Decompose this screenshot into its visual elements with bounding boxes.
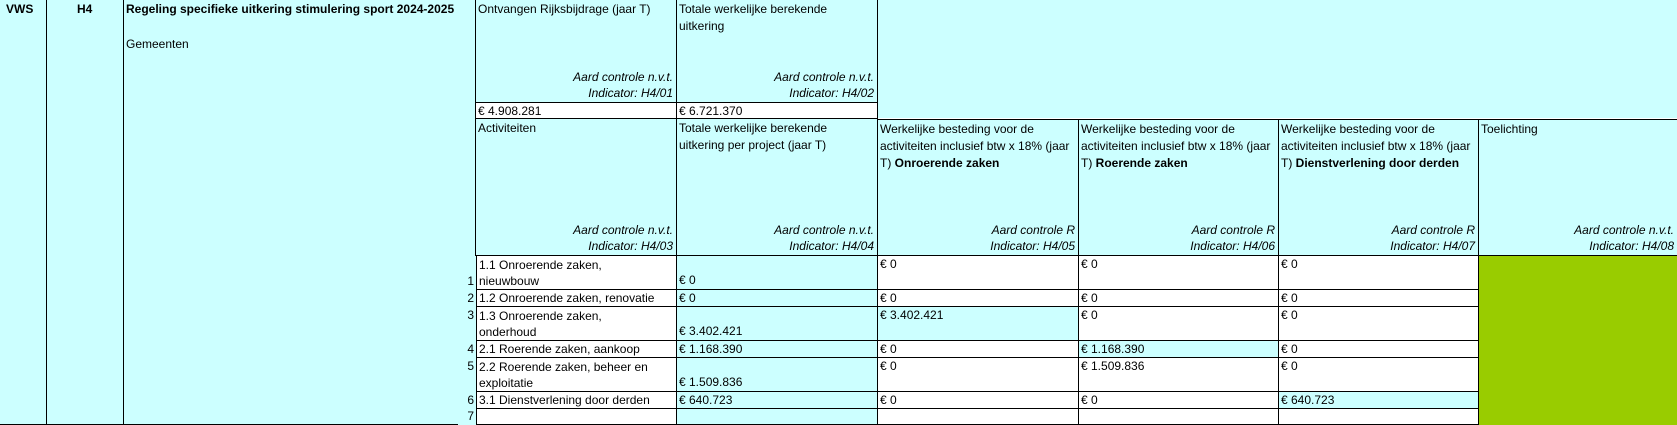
header-onroerend-label <box>878 120 1074 173</box>
table-row-dienst[interactable] <box>1279 358 1479 392</box>
indicator: Indicator: H4/06 <box>1190 239 1275 253</box>
table-row-toelichting[interactable] <box>1479 290 1677 307</box>
onroerend-text: € 0 <box>880 359 897 373</box>
table-row-activity[interactable] <box>476 392 677 409</box>
row-number <box>458 392 476 409</box>
header-onroerend-bold: Onroerende zaken <box>894 156 1000 170</box>
recipient-label: Gemeenten <box>126 37 189 51</box>
aard-controle: Aard controle n.v.t. <box>1574 223 1674 237</box>
table-row-roerend[interactable] <box>1079 256 1279 290</box>
value-rijksbijdrage[interactable] <box>476 102 677 119</box>
table-row-toelichting[interactable] <box>1479 341 1677 358</box>
row-number <box>458 256 476 290</box>
total-text: € 0 <box>679 273 696 287</box>
row-number-text: 2 <box>467 291 474 305</box>
total-text: € 640.723 <box>679 393 733 407</box>
table-row-toelichting[interactable] <box>1479 307 1677 341</box>
table-row-total[interactable] <box>677 307 878 341</box>
total-text: € 0 <box>679 291 696 305</box>
header-onroerend-meta <box>990 222 1075 254</box>
header-filler <box>878 0 1677 118</box>
table-row-dienst[interactable] <box>1279 307 1479 341</box>
aard-controle: Aard controle n.v.t. <box>774 70 874 84</box>
code-label: H4 <box>77 2 93 16</box>
table-row-dienst[interactable] <box>1279 290 1479 307</box>
header-totale-uitkering-label: Totale werkelijke berekende uitkering <box>679 2 828 33</box>
header-roerend-text: Werkelijke besteding voor de activiteiten inclusief btw x 18% (jaar T) <box>1081 122 1271 170</box>
header-roerend-meta <box>1190 222 1275 254</box>
table-row-activity[interactable] <box>476 409 677 425</box>
onroerend-text: € 0 <box>880 257 897 271</box>
roerend-text: € 0 <box>1081 257 1098 271</box>
header-roerend-label <box>1079 120 1275 173</box>
table-row-onroerend[interactable] <box>878 256 1079 290</box>
activity-text: 2.1 Roerende zaken, aankoop <box>479 342 640 356</box>
aard-controle: Aard controle R <box>991 223 1075 237</box>
total-text: € 1.168.390 <box>679 342 743 356</box>
row-number <box>458 341 476 358</box>
header-dienst-label <box>1279 120 1475 173</box>
dienst-text: € 0 <box>1281 291 1298 305</box>
table-row-dienst[interactable] <box>1279 341 1479 358</box>
table-row-toelichting[interactable] <box>1479 358 1677 392</box>
dienst-text: € 0 <box>1281 359 1298 373</box>
header-onroerend-text: Werkelijke besteding voor de activiteiten inclusief btw x 18% (jaar T) <box>880 122 1070 170</box>
table-row-activity[interactable] <box>476 341 677 358</box>
roerend-text: € 1.509.836 <box>1081 359 1145 373</box>
row-number-text: 7 <box>467 409 474 423</box>
table-row-onroerend[interactable] <box>878 341 1079 358</box>
table-row-dienst[interactable] <box>1279 256 1479 290</box>
row-number-text: 1 <box>467 274 474 288</box>
table-row-dienst[interactable] <box>1279 409 1479 425</box>
aard-controle: Aard controle R <box>1191 223 1275 237</box>
activity-text <box>477 409 676 411</box>
ministry-cell[interactable] <box>0 0 47 425</box>
header-dienst-text: Werkelijke besteding voor de activiteiten inclusief btw x 18% (jaar T) <box>1281 122 1471 170</box>
roerend-text: € 0 <box>1081 308 1098 322</box>
roerend-text: € 0 <box>1081 393 1098 407</box>
header-roerend[interactable] <box>1079 119 1279 256</box>
aard-controle: Aard controle n.v.t. <box>573 70 673 84</box>
table-row-total[interactable] <box>677 409 878 425</box>
indicator: Indicator: H4/08 <box>1589 239 1674 253</box>
ministry-label: VWS <box>6 2 34 16</box>
header-onroerend[interactable] <box>878 119 1079 256</box>
row-number-text: 5 <box>467 359 474 373</box>
header-roerend-bold: Roerende zaken <box>1095 156 1188 170</box>
aard-controle: Aard controle n.v.t. <box>573 223 673 237</box>
header-toelichting-label: Toelichting <box>1481 122 1538 136</box>
row-number-text: 3 <box>467 308 474 322</box>
table-row-onroerend[interactable] <box>878 392 1079 409</box>
indicator: Indicator: H4/02 <box>789 86 874 100</box>
row-number <box>458 409 476 425</box>
activity-text: 3.1 Dienstverlening door derden <box>479 393 650 407</box>
indicator: Indicator: H4/05 <box>990 239 1075 253</box>
header-totaal-per-project-meta <box>774 222 874 254</box>
total-text: € 1.509.836 <box>679 375 743 389</box>
regulation-title: Regeling specifieke uitkering stimulering sport 2024-2025 <box>126 2 455 16</box>
row-number <box>458 358 476 392</box>
activity-text: 1.3 Onroerende zaken, onderhoud <box>479 309 602 339</box>
onroerend-text: € 0 <box>880 342 897 356</box>
table-row-total[interactable] <box>677 290 878 307</box>
table-row-total[interactable] <box>677 358 878 392</box>
table-row-roerend[interactable] <box>1079 290 1279 307</box>
header-dienst[interactable] <box>1279 119 1479 256</box>
table-row-onroerend[interactable] <box>878 358 1079 392</box>
table-row-roerend[interactable] <box>1079 358 1279 392</box>
header-rijksbijdrage-label: Ontvangen Rijksbijdrage (jaar T) <box>478 2 651 16</box>
table-row-roerend[interactable] <box>1079 392 1279 409</box>
aard-controle: Aard controle R <box>1391 223 1475 237</box>
header-dienst-meta <box>1390 222 1475 254</box>
indicator: Indicator: H4/03 <box>588 239 673 253</box>
dienst-text: € 0 <box>1281 342 1298 356</box>
code-cell[interactable] <box>47 0 124 425</box>
header-rijksbijdrage-meta <box>573 69 673 101</box>
table-row-activity[interactable] <box>476 256 677 290</box>
table-row-roerend[interactable] <box>1079 409 1279 425</box>
table-row-total[interactable] <box>677 341 878 358</box>
table-row-onroerend[interactable] <box>878 409 1079 425</box>
total-text: € 3.402.421 <box>679 324 743 338</box>
table-row-activity[interactable] <box>476 307 677 341</box>
table-row-total[interactable] <box>677 256 878 290</box>
header-totaal-per-project[interactable] <box>677 119 878 256</box>
dienst-text: € 0 <box>1281 257 1298 271</box>
value-totale-uitkering-text: € 6.721.370 <box>679 104 743 118</box>
table-row-activity[interactable] <box>476 290 677 307</box>
table-row-dienst[interactable] <box>1279 392 1479 409</box>
table-row-roerend[interactable] <box>1079 341 1279 358</box>
header-activiteiten-label: Activiteiten <box>478 121 537 135</box>
header-totaal-per-project-label: Totale werkelijke berekende uitkering per project (jaar T) <box>679 121 828 152</box>
dienst-text: € 0 <box>1281 308 1298 322</box>
table-row-total[interactable] <box>677 392 878 409</box>
row-number <box>458 290 476 307</box>
table-row-toelichting[interactable] <box>1479 256 1677 290</box>
indicator: Indicator: H4/04 <box>789 239 874 253</box>
header-toelichting-meta <box>1574 222 1674 254</box>
header-activiteiten-meta <box>573 222 673 254</box>
value-totale-uitkering[interactable] <box>677 102 878 119</box>
activity-text: 2.2 Roerende zaken, beheer en exploitatie <box>479 360 648 390</box>
header-toelichting[interactable] <box>1479 119 1677 256</box>
value-rijksbijdrage-text: € 4.908.281 <box>478 104 542 118</box>
row-number-text: 6 <box>467 393 474 407</box>
aard-controle: Aard controle n.v.t. <box>774 223 874 237</box>
table-row-onroerend[interactable] <box>878 307 1079 341</box>
header-dienst-bold: Dienstverlening door derden <box>1295 156 1460 170</box>
header-totale-uitkering[interactable] <box>677 0 878 102</box>
roerend-text: € 1.168.390 <box>1081 342 1145 356</box>
indicator: Indicator: H4/07 <box>1390 239 1475 253</box>
header-rijksbijdrage[interactable] <box>476 0 677 102</box>
dienst-text: € 640.723 <box>1281 393 1335 407</box>
header-totale-uitkering-meta <box>774 69 874 101</box>
table-row-roerend[interactable] <box>1079 307 1279 341</box>
table-row-activity[interactable] <box>476 358 677 392</box>
table-row-toelichting[interactable] <box>1479 409 1677 425</box>
regulation-cell[interactable] <box>124 0 476 425</box>
header-activiteiten[interactable] <box>476 119 677 256</box>
roerend-text: € 0 <box>1081 291 1098 305</box>
row-number-text: 4 <box>467 342 474 356</box>
row-number <box>458 307 476 341</box>
activity-text: 1.1 Onroerende zaken, nieuwbouw <box>479 258 602 288</box>
onroerend-text: € 0 <box>880 393 897 407</box>
onroerend-text: € 3.402.421 <box>880 308 944 322</box>
table-row-toelichting[interactable] <box>1479 392 1677 409</box>
onroerend-text: € 0 <box>880 291 897 305</box>
activity-text: 1.2 Onroerende zaken, renovatie <box>479 291 655 305</box>
table-row-onroerend[interactable] <box>878 290 1079 307</box>
indicator: Indicator: H4/01 <box>588 86 673 100</box>
